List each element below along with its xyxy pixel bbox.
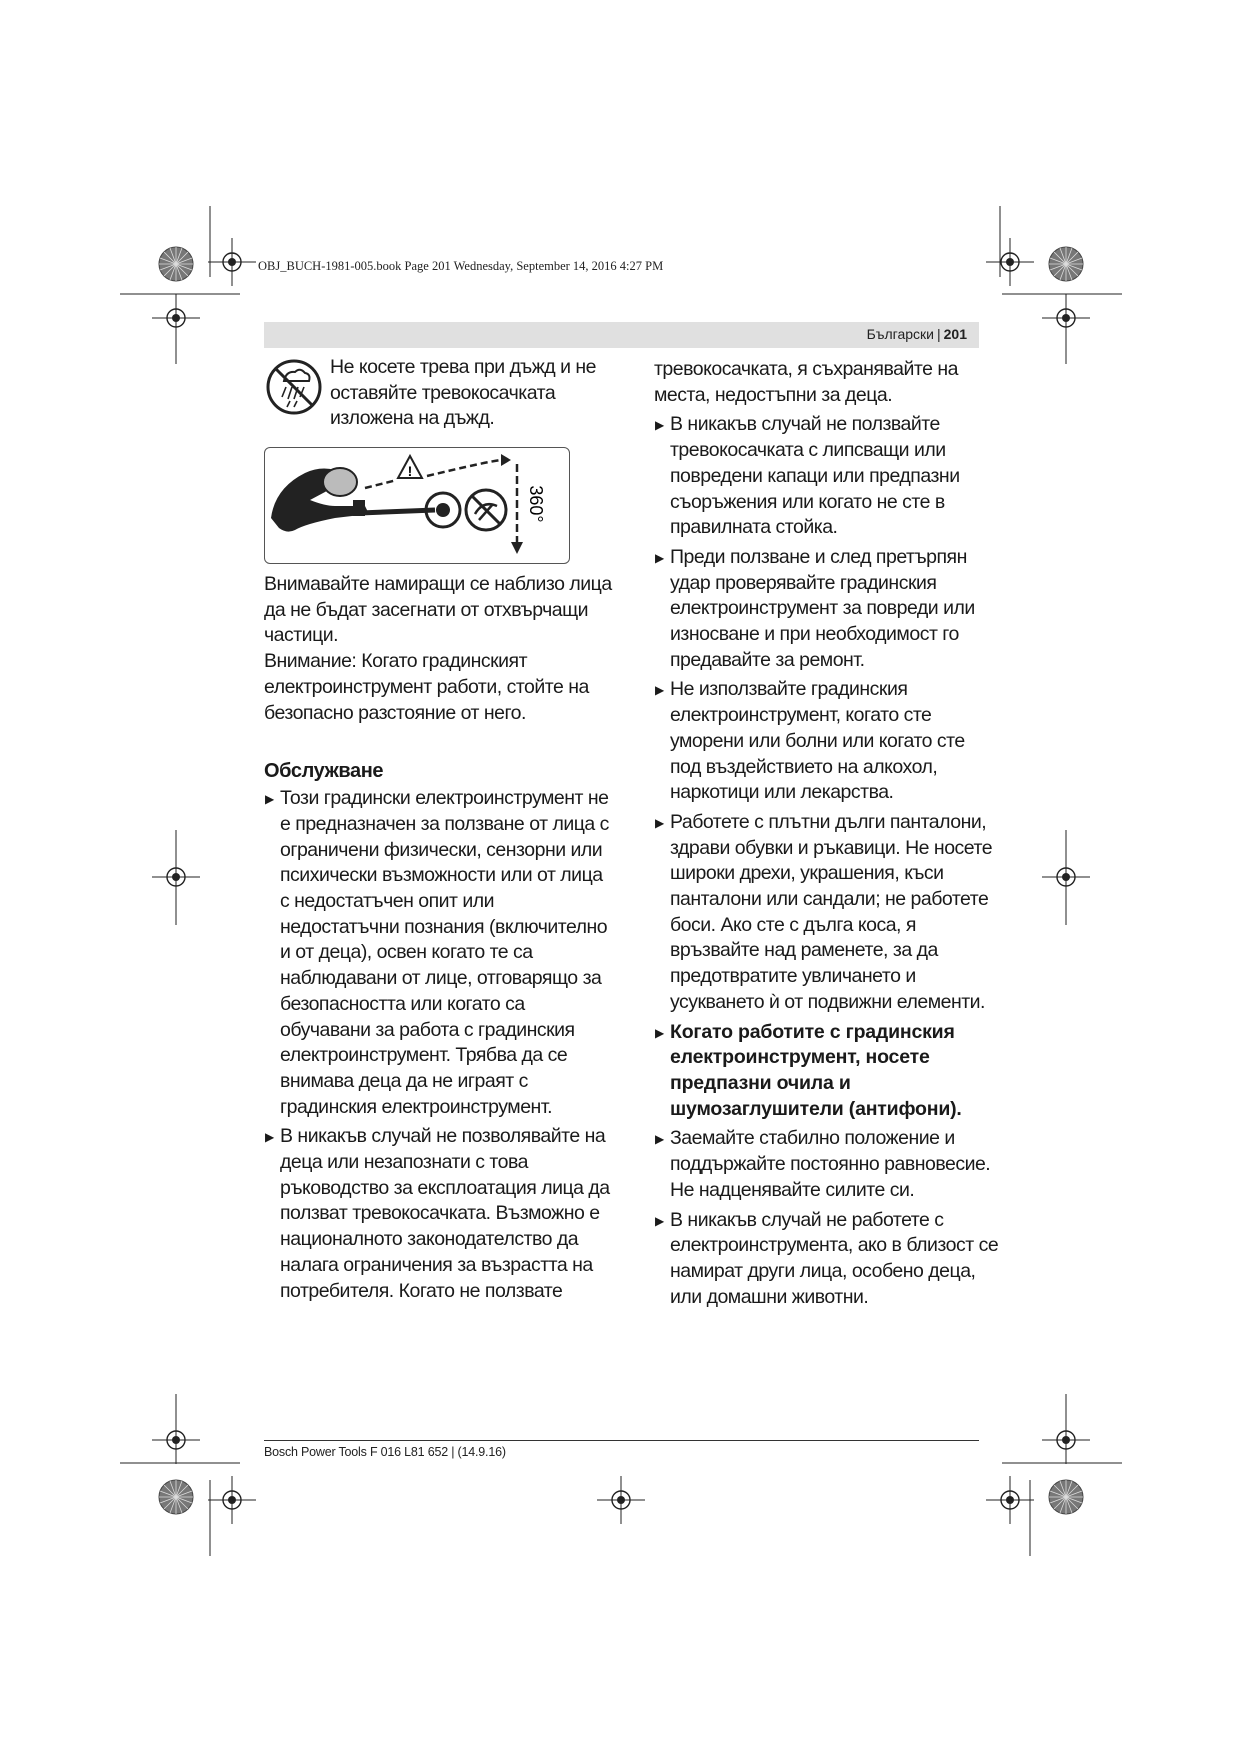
list-item-bold: ▶ Когато работите с градинския електроинструмент, носете предпазни очила и шумозаглушители (антифони). <box>654 1020 999 1123</box>
registration-mark-icon <box>152 853 200 901</box>
list-item: ▶ Заемайте стабилно положение и поддържайте постоянно равновесие. Не надценявайте силите си. <box>654 1126 999 1203</box>
registration-mark-icon <box>1042 294 1090 342</box>
header-page-number: 201 <box>943 326 967 342</box>
registration-mark-icon <box>208 238 256 286</box>
list-item: ▶ Този градински електроинструмент не е предназначен за ползване от лица с ограничени физически, сензорни или психически възможности или от лица с недостатъчен опит или недостатъчни познания (включително и от деца), освен когато те са наблюдавани от лице, отговарящо за безопасността или когато са обучавани за работа с градинския електроинструмент. Трябва да се внимава деца да не играят с градинския електроинструмент. <box>264 786 614 1120</box>
figure-caption-2: Внимание: Когато градинският електроинструмент работи, стойте на безопасно разстояние от него. <box>264 650 589 724</box>
page-header <box>264 322 979 348</box>
rain-warning-text: Не косете трева при дъжд и не оставяйте тревокосачката изложена на дъжд. <box>330 356 597 430</box>
header-language: Български <box>866 326 934 342</box>
no-rain-icon <box>264 357 324 417</box>
section-title-maintenance: Обслужване <box>264 760 384 783</box>
registration-mark-icon <box>152 1416 200 1464</box>
registration-star-icon <box>1049 247 1083 281</box>
list-item: ▶ Не използвайте градинския електроинструмент, когато сте уморени или болни или когато сте под въздействието на алкохол, наркотици или лекарства. <box>654 677 999 806</box>
figure-360-label: 360° <box>526 485 546 523</box>
list-item: ▶ В никакъв случай не позволявайте на деца или незапознати с това ръководство за експлоатация лица да ползват тревокосачката. Възможно е националното законодателство да налага ограничения за възрастта на потребителя. Когато не ползвате <box>264 1124 614 1304</box>
list-item: ▶ Работете с плътни дълги панталони, здрави обувки и ръкавици. Не носете широки дрехи, украшения, къси панталони или сандали; не работете боси. Ако сте с дълга коса, я връзвайте над раменете, за да предотвратите увличането и усукването ѝ от подвижни елементи. <box>654 810 999 1016</box>
list-item: ▶ В никакъв случай не работете с електроинструмента, ако в близост се намират други лица, особено деца, или домашни животни. <box>654 1208 999 1311</box>
rain-warning <box>264 357 614 447</box>
registration-mark-icon <box>597 1476 645 1524</box>
book-file-info: OBJ_BUCH-1981-005.book Page 201 Wednesday, September 14, 2016 4:27 PM <box>258 259 664 273</box>
svg-text:!: ! <box>407 463 413 479</box>
flying-debris-figure <box>264 447 570 564</box>
header-text: Български | 201 <box>866 326 967 342</box>
registration-star-icon <box>1049 1480 1083 1514</box>
registration-mark-icon <box>152 294 200 342</box>
trimmer-danger-illustration <box>265 448 569 563</box>
figure-caption-1: Внимавайте намиращи се наблизо лица да не бъдат засегнати от отхвърчащи частици. <box>264 573 612 647</box>
footer-divider <box>264 1440 979 1441</box>
registration-star-icon <box>159 1480 193 1514</box>
registration-mark-icon <box>1042 853 1090 901</box>
registration-star-icon <box>159 247 193 281</box>
registration-mark-icon <box>986 1476 1034 1524</box>
right-column <box>654 357 999 1314</box>
left-column <box>264 357 614 1308</box>
registration-mark-icon <box>986 238 1034 286</box>
list-item: ▶ В никакъв случай не ползвайте тревокосачката с липсващи или повредени капаци или предпазни съоръжения или когато не сте в правилната стойка. <box>654 412 999 541</box>
registration-mark-icon <box>1042 1416 1090 1464</box>
footer-text: Bosch Power Tools F 016 L81 652 | (14.9.16) <box>264 1445 506 1459</box>
continuation-text: тревокосачката, я съхранявайте на места, недостъпни за деца. <box>654 358 958 406</box>
list-item: ▶ Преди ползване и след претърпян удар проверявайте градинския електроинструмент за повреди или износване и при необходимост го предавайте за ремонт. <box>654 545 999 674</box>
registration-mark-icon <box>208 1476 256 1524</box>
